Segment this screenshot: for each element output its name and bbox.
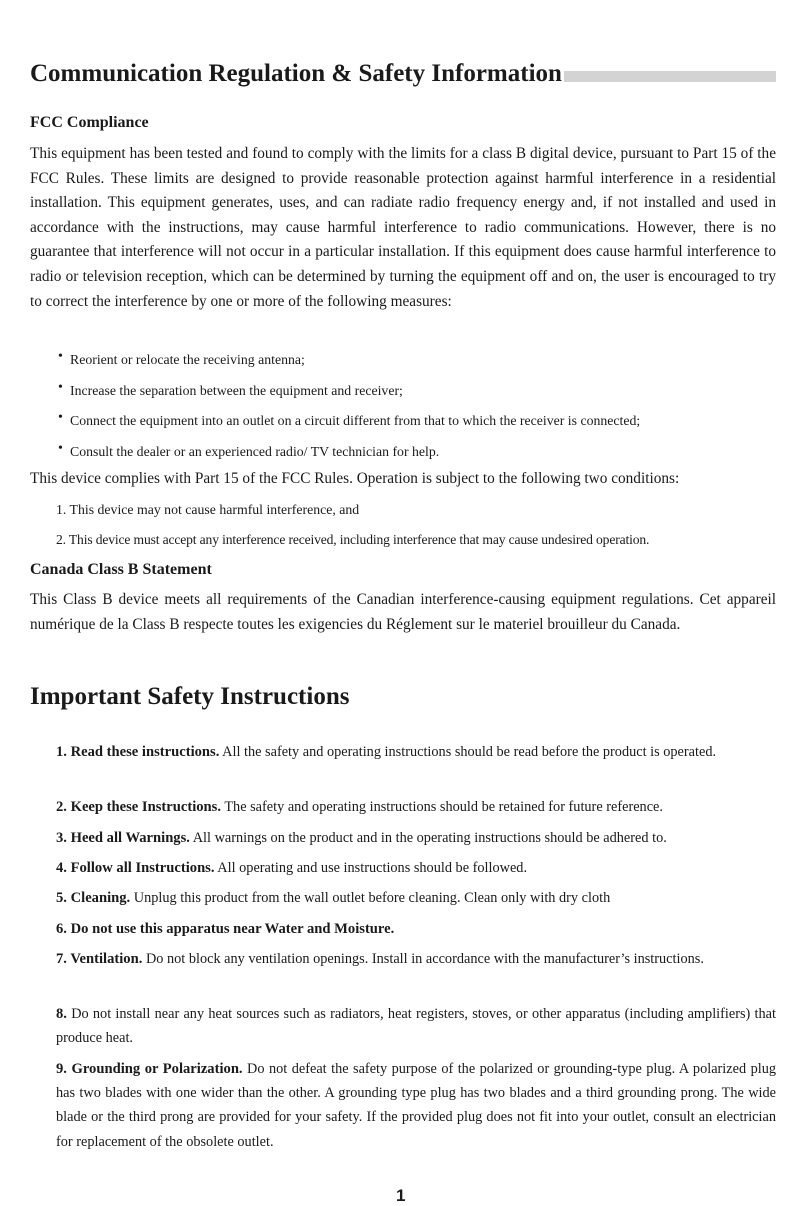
page-number: 1 (396, 1186, 406, 1205)
bullet-icon: • (58, 440, 63, 456)
bullet-icon: • (58, 379, 63, 395)
instruction-item: 6. Do not use this apparatus near Water and Moisture. (56, 921, 395, 937)
canada-heading: Canada Class B Statement (30, 561, 212, 578)
list-item: • Increase the separation between the equipment and receiver; (58, 379, 403, 398)
page-title-row (30, 58, 776, 90)
fcc-condition-2: 2. This device must accept any interference received, including interference that may cause undesired operation. (56, 532, 650, 547)
bullet-icon: • (58, 349, 63, 364)
fcc-condition-1: 1. This device may not cause harmful interference, and (56, 502, 360, 517)
page-title: Communication Regulation & Safety Information (30, 58, 564, 90)
instruction-item: 2. Keep these Instructions. The safety and operating instructions should be retained for future reference. (56, 799, 663, 815)
instruction-item: 3. Heed all Warnings. All warnings on the product and in the operating instructions should be adhered to. (56, 830, 667, 846)
instruction-item: 9. Grounding or Polarization. Do not defeat the safety purpose of the polarized or grounding-type plug. A polarized plug has two blades with one wider than the other. A grounding type plug has two blades and a third grounding prong. The wide blade or the third prong are provided for your safety. If the provided plug does not fit into your outlet, consult an electrician for replacement of the obsolete outlet. (56, 1061, 776, 1150)
list-item: • Reorient or relocate the receiving antenna; (58, 349, 305, 367)
instruction-item: 5. Cleaning. Unplug this product from the wall outlet before cleaning. Clean only with dry cloth (56, 890, 611, 906)
fcc-compliance-line: This device complies with Part 15 of the FCC Rules. Operation is subject to the following two conditions: (30, 470, 680, 487)
instruction-item: 4. Follow all Instructions. All operating and use instructions should be followed. (56, 860, 528, 876)
list-item: • Consult the dealer or an experienced radio/ TV technician for help. (58, 440, 440, 459)
bullet-icon: • (58, 410, 63, 425)
fcc-measures-list (58, 350, 778, 472)
list-item: • Connect the equipment into an outlet on a circuit different from that to which the receiver is connected; (58, 410, 641, 428)
instruction-item: 7. Ventilation. Do not block any ventilation openings. Install in accordance with the manufacturer’s instructions. (56, 951, 704, 967)
canada-paragraph: This Class B device meets all requirements of the Canadian interference-causing equipment regulations. Cet appareil numérique de la Class B respecte toutes les exigencies du Réglement sur le materiel brouilleur du Canada. (30, 591, 776, 633)
safety-title: Important Safety Instructions (30, 683, 350, 710)
fcc-heading: FCC Compliance (30, 114, 149, 131)
instruction-item: 1. Read these instructions. All the safety and operating instructions should be read before the product is operated. (56, 744, 717, 760)
instruction-item: 8. Do not install near any heat sources such as radiators, heat registers, stoves, or other apparatus (including amplifiers) that produce heat. (56, 1006, 776, 1047)
fcc-intro-paragraph: This equipment has been tested and found to comply with the limits for a class B digital device, pursuant to Part 15 of the FCC Rules. These limits are designed to provide reasonable protection against harmful interference in a residential installation. This equipment generates, uses, and can radiate radio frequency energy and, if not installed and used in accordance with the instructions, may cause harmful interference to radio communications. However, there is no guarantee that interference will not occur in a particular installation. If this equipment does cause harmful interference to radio or television reception, which can be determined by turning the equipment off and on, the user is encouraged to try to correct the interference by one or more of the following measures: (30, 145, 776, 310)
